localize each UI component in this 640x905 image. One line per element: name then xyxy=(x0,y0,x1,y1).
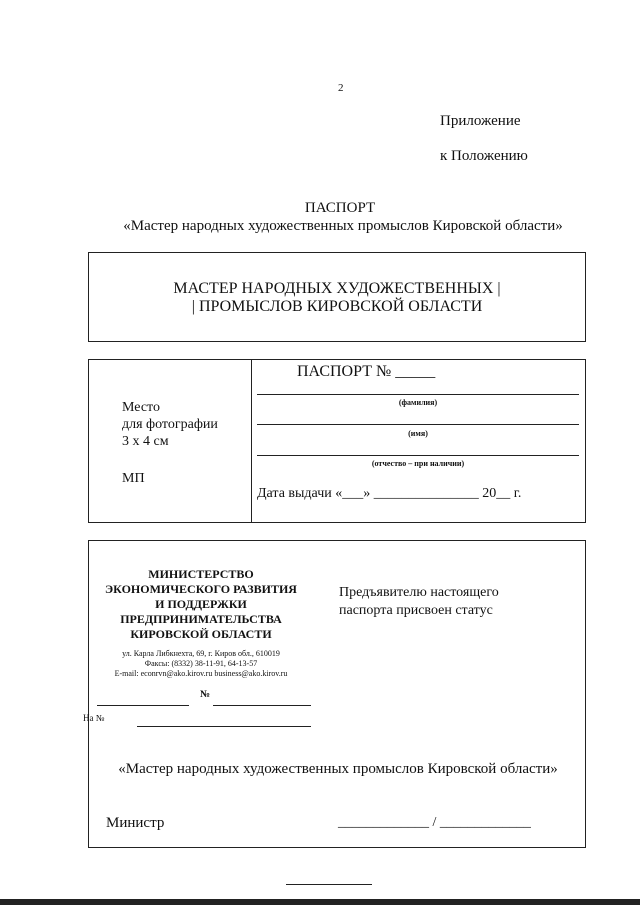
cover-line-2: | ПРОМЫСЛОВ КИРОВСКОЙ ОБЛАСТИ xyxy=(191,298,483,315)
ministry-line-3: И ПОДДЕРЖКИ xyxy=(155,597,247,611)
ministry-line-5: КИРОВСКОЙ ОБЛАСТИ xyxy=(130,627,272,641)
photo-label-3: 3 х 4 см xyxy=(122,434,169,449)
ministry-email: E-mail: econrvn@ako.kirov.ru business@ako.kirov.ru xyxy=(114,669,288,678)
minister-label: Министр xyxy=(106,815,165,831)
cover-line-1: МАСТЕР НАРОДНЫХ ХУДОЖЕСТВЕННЫХ | xyxy=(173,280,501,297)
document-title: ПАСПОРТ xyxy=(304,200,376,216)
scan-edge xyxy=(0,899,640,905)
status-title: «Мастер народных художественных промыслов Кировской области» xyxy=(118,761,558,777)
passport-number: ПАСПОРТ № _____ xyxy=(297,363,436,380)
ministry-line-1: МИНИСТЕРСТВО xyxy=(148,567,254,581)
patronymic-line xyxy=(257,455,579,456)
photo-label-1: Место xyxy=(122,400,160,415)
outgoing-date-line xyxy=(97,705,189,706)
status-line-1: Предъявителю настоящего xyxy=(339,585,499,600)
issue-date: Дата выдачи «___» _______________ 20__ г. xyxy=(257,486,522,501)
ministry-line-2: ЭКОНОМИЧЕСКОГО РАЗВИТИЯ xyxy=(105,582,297,596)
column-divider xyxy=(251,360,252,522)
passport-status-page xyxy=(83,540,586,848)
regulation-label: к Положению xyxy=(440,148,528,164)
ministry-line-4: ПРЕДПРИНИМАТЕЛЬСТВА xyxy=(120,612,282,626)
status-line-2: паспорта присвоен статус xyxy=(339,603,493,618)
patronymic-caption: (отчество – при наличии) xyxy=(371,459,465,468)
number-sign: № xyxy=(200,689,211,700)
photo-label-2: для фотографии xyxy=(122,417,218,432)
surname-caption: (фамилия) xyxy=(398,398,438,407)
ministry-name xyxy=(89,567,313,642)
minister-signature: _____________ / _____________ xyxy=(338,815,531,830)
passport-inner-page xyxy=(88,359,586,523)
outgoing-number-line xyxy=(213,705,311,706)
ministry-contacts xyxy=(89,649,313,679)
appendix-label: Приложение xyxy=(440,113,521,129)
name-line xyxy=(257,424,579,425)
footer-separator xyxy=(286,884,372,885)
ministry-address: ул. Карла Либкнехта, 69, г. Киров обл., 610019 xyxy=(122,649,280,658)
reply-to-line xyxy=(137,726,311,727)
document-subtitle: «Мастер народных художественных промыслов Кировской области» xyxy=(123,218,563,234)
page-number: 2 xyxy=(338,82,344,94)
surname-line xyxy=(257,394,579,395)
passport-cover xyxy=(88,252,586,342)
stamp-label: МП xyxy=(122,471,145,486)
name-caption: (имя) xyxy=(408,429,428,438)
ministry-fax: Факсы: (8332) 38-11-91, 64-13-57 xyxy=(144,659,258,668)
reply-to-label: На № xyxy=(83,713,105,723)
